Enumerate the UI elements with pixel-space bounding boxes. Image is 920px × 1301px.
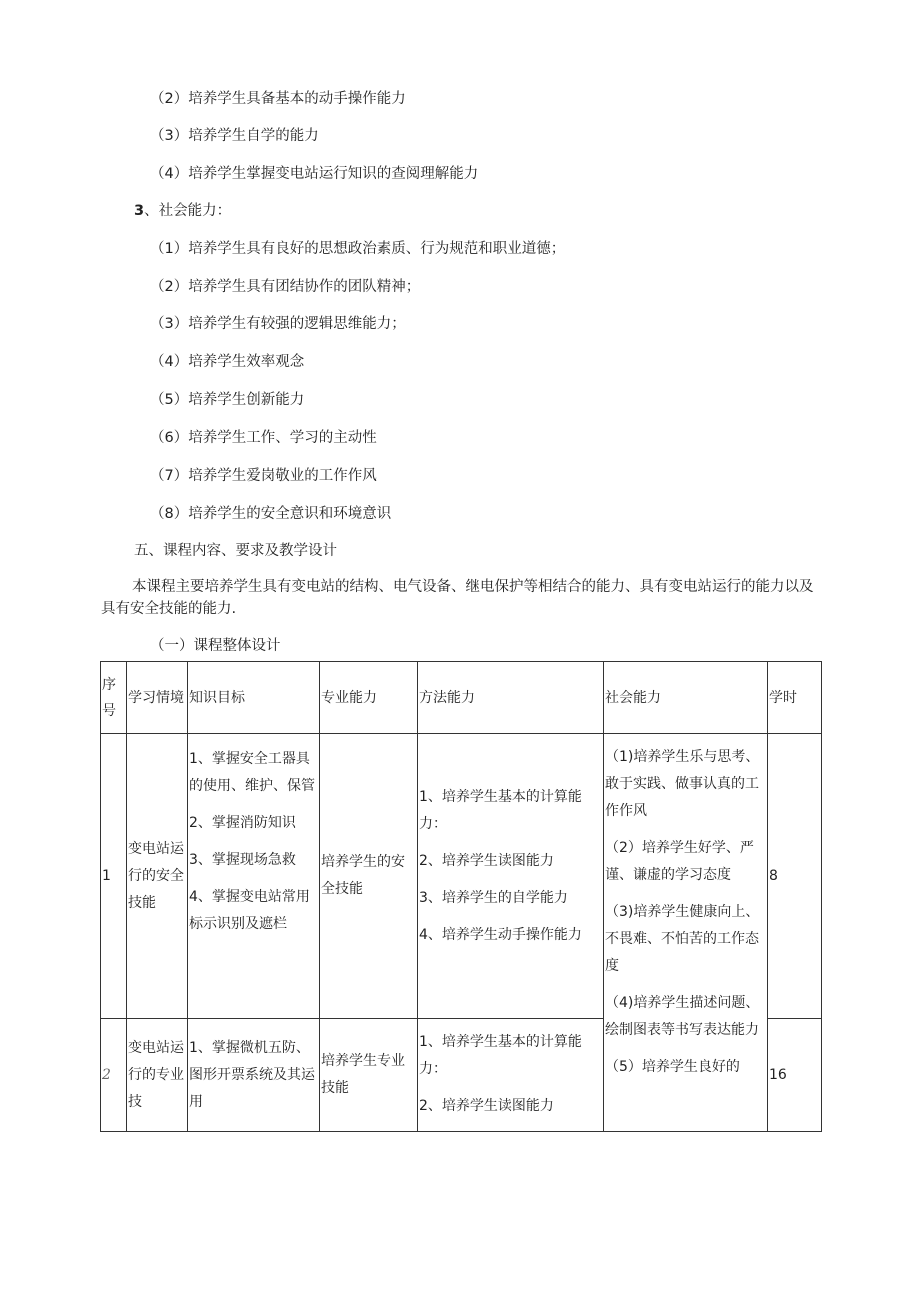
method-list-item: （3）培养学生自学的能力 xyxy=(150,128,319,144)
social-list-item: （7）培养学生爱岗敬业的工作作风 xyxy=(150,468,377,484)
social-list-item: （2）培养学生具有团结协作的团队精神； xyxy=(150,279,421,295)
method-item: 1、培养学生基本的计算能力： xyxy=(419,1034,582,1077)
knowledge-item: 4、掌握变电站常用标示识别及遮栏 xyxy=(189,889,310,932)
row-number: 1 xyxy=(101,734,127,1019)
social-list-item: （5）培养学生创新能力 xyxy=(150,392,305,408)
social-list-item: （4）培养学生效率观念 xyxy=(150,354,305,370)
social-ability-heading xyxy=(134,201,231,221)
social-list-item: （6）培养学生工作、学习的主动性 xyxy=(150,430,377,446)
knowledge-item: 1、掌握安全工器具的使用、维护、保管 xyxy=(189,751,315,794)
row-social-shared xyxy=(604,734,768,1132)
knowledge-item: 2、掌握消防知识 xyxy=(189,815,296,831)
section-five-title: 五、课程内容、要求及教学设计 xyxy=(134,543,337,559)
social-list-item: （8）培养学生的安全意识和环境意识 xyxy=(150,506,392,522)
knowledge-item: 3、掌握现场急救 xyxy=(189,852,296,868)
row-professional: 培养学生的安全技能 xyxy=(320,734,418,1019)
header-cell: 序号 xyxy=(101,662,127,734)
header-cell: 专业能力 xyxy=(320,662,418,734)
header-cell: 社会能力 xyxy=(604,662,768,734)
social-item: （2）培养学生好学、严谨、谦虚的学习态度 xyxy=(605,840,754,883)
row-knowledge xyxy=(188,734,320,1019)
social-item: （1)培养学生乐与思考、敢于实践、做事认真的工作作风 xyxy=(605,749,760,819)
row-professional: 培养学生专业技能 xyxy=(320,1019,418,1132)
row-knowledge: 1、掌握微机五防、图形开票系统及其运用 xyxy=(188,1019,320,1132)
header-cell: 学习情境 xyxy=(127,662,188,734)
method-item: 1、培养学生基本的计算能力： xyxy=(419,789,582,832)
social-list-item: （1）培养学生具有良好的思想政治素质、行为规范和职业道德； xyxy=(150,241,566,257)
row-scenario: 变电站运行的安全技能 xyxy=(127,734,188,1019)
heading-text: 、社会能力： xyxy=(144,203,232,219)
social-item: （4)培养学生描述问题、绘制图表等书写表达能力 xyxy=(605,995,760,1038)
subsection-title: （一）课程整体设计 xyxy=(150,638,281,654)
social-item: （5）培养学生良好的 xyxy=(605,1059,740,1075)
course-design-table xyxy=(100,661,822,1132)
header-cell: 方法能力 xyxy=(418,662,604,734)
table-header-row xyxy=(101,662,822,734)
row-method xyxy=(418,1019,604,1132)
row-scenario: 变电站运行的专业技 xyxy=(127,1019,188,1132)
row-method xyxy=(418,734,604,1019)
header-cell: 学时 xyxy=(768,662,822,734)
heading-number: 3 xyxy=(134,203,145,219)
row-hours: 8 xyxy=(768,734,822,1019)
method-item: 2、培养学生读图能力 xyxy=(419,853,554,869)
table-row xyxy=(101,734,822,1019)
header-cell: 知识目标 xyxy=(188,662,320,734)
method-item: 2、培养学生读图能力 xyxy=(419,1098,554,1114)
method-item: 3、培养学生的自学能力 xyxy=(419,890,568,906)
method-list-item: （4）培养学生掌握变电站运行知识的查阅理解能力 xyxy=(150,166,479,182)
row-number: 2 xyxy=(101,1019,127,1132)
method-item: 4、培养学生动手操作能力 xyxy=(419,927,582,943)
section-five-paragraph: 本课程主要培养学生具有变电站的结构、电气设备、继电保护等相结合的能力、具有变电站运行的能力以及具有安全技能的能力. xyxy=(101,579,814,617)
social-list-item: （3）培养学生有较强的逻辑思维能力； xyxy=(150,316,406,332)
social-item: （3)培养学生健康向上、不畏难、不怕苦的工作态度 xyxy=(605,904,760,974)
method-list-item: （2）培养学生具备基本的动手操作能力 xyxy=(150,91,406,107)
row-hours: 16 xyxy=(768,1019,822,1132)
